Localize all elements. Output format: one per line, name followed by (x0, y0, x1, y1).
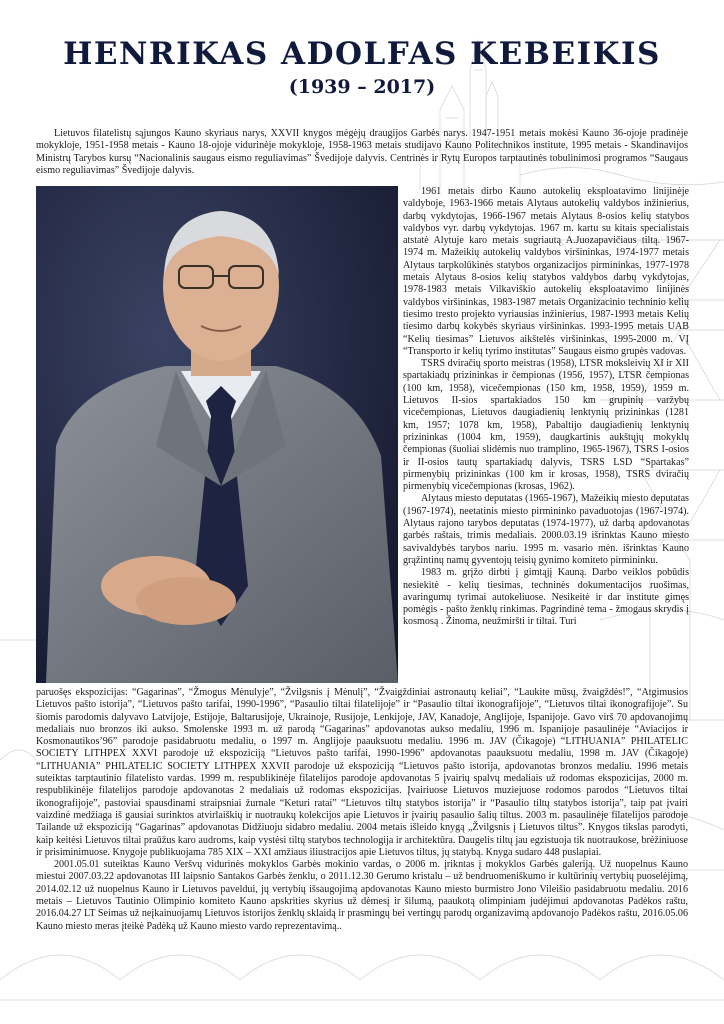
life-years: (1939 – 2017) (288, 76, 436, 98)
council-paragraph: Alytaus miesto deputatas (1965-1967), Mažeikių miesto deputatas (1967-1974), neetatinis miesto pirmininko pavaduotojas (1967-1974). Alytaus rajono tarybos deputatas (1974-1977), už darbą apdovanotas garbės raštais, trimis medaliais. 2000.03.19 išrinktas Kauno miesto savivaldybės tarybos nariu. 1995 m. vasario mėn. išrinktas Kauno grąžintinų namų gyventojų teisių gynimo komiteto pirmininku. (403, 493, 689, 566)
hobby-paragraph: 1983 m. grįžo dirbti į gimtąjį Kauną. Darbo veiklos pobūdis nesiekitė - kelių tiesimas, techninės dokumentacijos ruošimas, avaringumų tyrimai autokeliuose. Nesikeitė ir dar institute gimęs pomėgis - pašto ženklų rinkimas. Pagrindinė tema - žmogaus skrydis į kosmosą . Žinoma, neužmiršti ir tiltai. Turi (403, 567, 689, 628)
exhibits-paragraph: paruošęs ekspozicijas: “Gagarinas”, “Žmogus Mėnulyje”, “Žvilgsnis į Mėnulį”, “Žvaigždiniai astronautų keliai”, “Laukite mūsų, žvaigždės!”, “Atgimusios Lietuvos pašto istorija”, “Lietuvos pašto tarifai, 1990-1996”, “Pasaulio tiltai filatelijoje” ir “Pasaulio tiltai ikonografijoje”, “Lietuvos tiltai ikonografijoje”. Su šiomis parodomis dalyvavo Latvijoje, Estijoje, Baltarusijoje, Ukrainoje, Rusijoje, Lenkijoje, JAV, Kanadoje, Anglijoje, Ispanijoje. Gavo virš 70 apdovanojimų medaliais nuo bronzos iki aukso. Smolenske 1993 m. už parodą “Gagarinas” apdovanotas aukso medaliu, 1996 m. Ispanijoje pasaulinėje “Aviacijos ir Kosmonautikos’96” parodoje pasidabruotu medaliu, o 1997 m. Anglijoje paauksuotu medaliu. 1996 m. JAV (Čikagoje) “LITHUANIA” PHILATELIC SOCIETY LITHPEX XXVI parodoje už ekspoziciją “Lietuvos pašto tarifai, 1990-1996” apdovanotas paauksuotu medaliu, 1998 m. JAV (Čikagoje) “LITHUANIA” PHILATELIC SOCIETY LITHPEX XXVII parodoje už ekspoziciją “Lietuvos pašto istorija, apdovanotas bronzos medaliu. 1996 metais suteiktas tarptautinio filatelisto vardas. 1999 m. respublikinėje filatelijos parodoje apdovanotas 5 įvairių spalvų medaliais už rodomas ekspozicijas, 2000 m. respublikinėje filatelijos parodoje apdovanotas 2 medaliais už rodomas ekspozicijas. Įvairiuose Lietuvos muziejuose rodomos parodos “Lietuvos tiltai ikonografijoje”, pastoviai spausdinami straipsniai žurnale “Keturi ratai” “Lietuvos tiltų statybos istorija” ir “Pasaulio tiltų statybos istorija”, taip pat įvairi vaizdinė medžiaga iš gausiai surinktos atvirlaiškių ir nuotraukų kolekcijos apie Lietuvos ir įvairių pasaulio šalių tiltus. 2003 m. pasaulinėje filatelijos parodoje Tailande už ekspoziciją “Gagarinas” apdovanotas Didžiuoju sidabro medaliu. 2004 metais išleido knygą „Žvilgsnis į Lietuvos tiltus”. Knygos tikslas parodyti, kaip keitėsi Lietuvos tiltai praūžus karo audroms, kaip vystėsi tiltų statybos technologija ir architektūra. Daugelis tiltų jau egzistuoja tik nuotraukose, brėžiniuose ir prisiminimuose. Knygoje publikuojama 785 XIX – XXI amžiaus iliustracijos apie Lietuvos tiltus, jų statybą. Knyga sudaro 448 puslapiai. (36, 687, 688, 858)
page-title: HENRIKAS ADOLFAS KEBEIKIS (63, 36, 661, 72)
sport-paragraph: TSRS dviračių sporto meistras (1958), LTSR moksleivių XI ir XII spartakiadų prizininkas ir čempionas (1956, 1957), LTSR čempionas (100 km, 1958), vicečempionas (150 km, 1958, 1959), 1959 m. Lietuvos II-sios spartakiados 150 km grupinių varžybų vicečempionas, Lietuvos daugiadienių lenktynių prizininkas (1281 km, 1957; 1078 km, 1958), Pabaltijo daugiadienių lenktynių prizininkas (1004 km, 1959), daugkartinis aukštųjų mokyklų čempionas (šuoliai slidėmis nuo tramplino, 1965-1967), TSRS I-osios ir II-osios tautų spartakiadų dalyvis, TSRS LSD “Spartakas” pirmenybių prizininkas (100 km ir krosas, 1958), TSRS dviračių pirmenybių vicečempionas (krosas, 1962). (403, 358, 689, 493)
career-paragraph: 1961 metais dirbo Kauno autokelių eksploatavimo linijinėje valdyboje, 1963-1966 metais Alytaus autokelių valdybos inžinierius, darbų vykdytojas, 1966-1967 metais Alytaus 8-osios kelių statybos valdybos vyr. darbų vykdytojas. 1967 m. kartu su kitais specialistais atstatė Alytuje karo metais sugriautą A.Juozapavičiaus tiltą. 1967-1974 m. Mažeikių autokelių valdybos viršininkas, 1974-1977 metais Alytaus tarpkolūkinės statybos organizacijos pirmininkas, 1977-1978 metais Alytaus 8-osios kelių statybos valdybos darbų vykdytojas, 1978-1983 metais Vilkaviškio autokelių eksploatavimo linijinės valdybos viršininkas, 1983-1987 metais Organizacinio techninio kelių tiesimo tresto projekto vyriausias inžinierius, 1987-1993 metais Kelių tiesimo darbų kokybės skyriaus viršininkas. 1993-1995 metais UAB “Kelių tiesimas” Lietuvos aikštelės viršininkas, 1995-2000 m. VĮ “Transporto ir kelių tyrimo institutas” Saugaus eismo grupės vadovas. (403, 186, 689, 357)
portrait-photo (36, 186, 398, 683)
intro-block (36, 128, 688, 177)
intro-paragraph: Lietuvos filatelistų sąjungos Kauno skyriaus narys, XXVII knygos mėgėjų draugijos Garbės narys. 1947-1951 metais mokėsi Kauno 36-ojoje pradinėje mokykloje, 1951-1958 metais - Kauno 18-ojoje vidurinėje mokykloje, 1958-1963 metais studijavo Kauno Politechnikos institute, 1995 metais - Skandinavijos Ministrų Tarybos kursų “Nacionalinis saugaus eismo reguliavimas” Švedijoje dalyvis. Centrinės ir Rytų Europos tarptautinės tobulinimosi programos “Saugaus eismo reguliavimas” Švedijoje dalyvis. (36, 128, 688, 176)
honors-paragraph: 2001.05.01 suteiktas Kauno Veršvų vidurinės mokyklos Garbės mokinio vardas, o 2006 m. įrikntas į mokyklos Garbės galeriją. Už nuopelnus Kauno miestui 2007.03.22 apdovanotas III laipsnio Santakos Garbės ženklu, o 2011.12.30 Gerumo kristalu – už bendruomeniškumo ir kultūrinių vertybių puoselėjimą, 2014.02.12 už nuopelnus Kauno ir Lietuvos paveldui, jų vertybių išsaugojimą apdovanotas Kauno miesto burmistro Jono Vileišio pasidabruotu medaliu. 2016 metais – Lietuvos Tautinio Olimpinio komiteto Kauno apskrities skyrius už dėmesį ir šilumą, paaukotą olimpiniam judėjimui apdovanotas Padėkos raštu, 2016.04.27 LT Seimas už neįkainuojamų Lietuvos istorijos ženklų sklaidą ir prasmingų bei vertingų parodų organizavimą apdovanojo Padėkos raštu, 2016.05.06 Kauno miesto meras įteikė Padėką už Kauno miesto vardo reprezentavimą.. (36, 859, 688, 932)
bottom-block (36, 687, 688, 933)
right-column (403, 186, 689, 629)
